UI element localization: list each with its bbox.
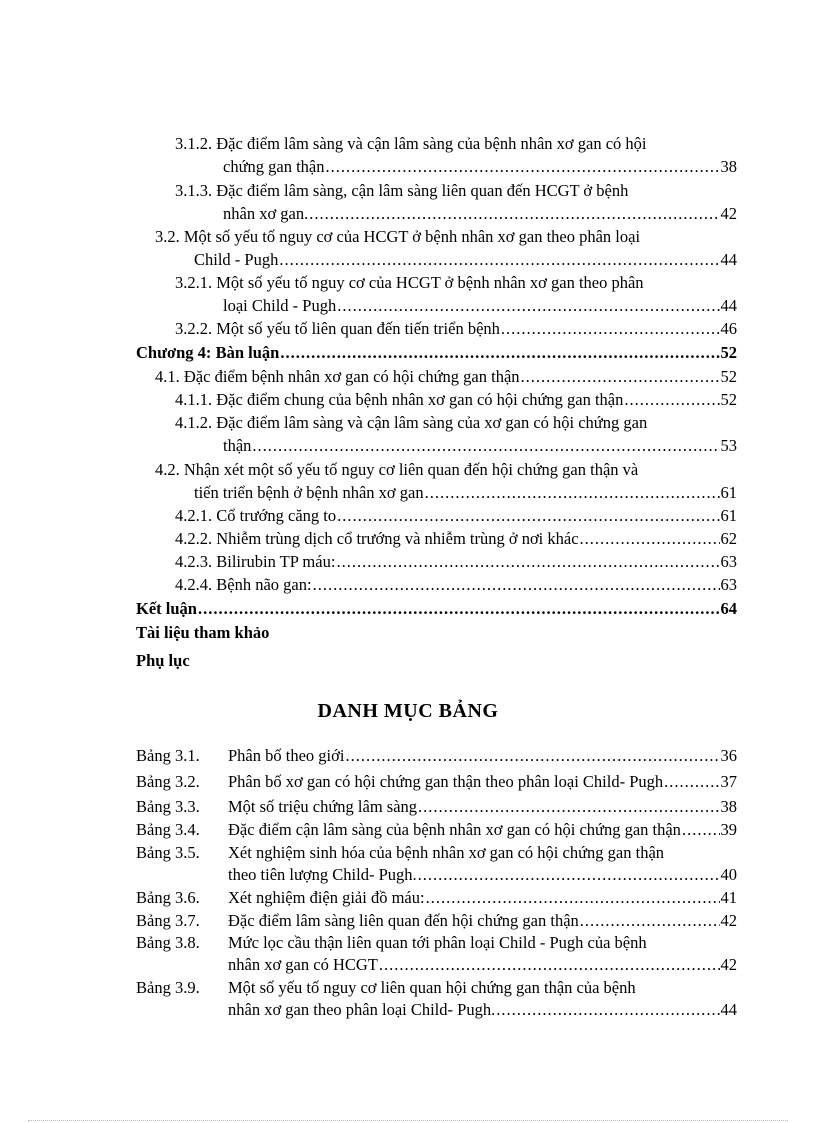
toc-entry-3-1-3[interactable] — [223, 203, 737, 225]
table-number: Bảng 3.9. — [136, 978, 200, 997]
table-entry-3-1[interactable] — [228, 745, 737, 767]
toc-entry-label: 4.1. Đặc điểm bệnh nhân xơ gan có hội chứng gan thận — [155, 367, 520, 386]
toc-entry-label: tiến triển bệnh ở bệnh nhân xơ gan — [194, 483, 424, 502]
toc-entry-label: Kết luận — [136, 599, 197, 618]
table-entry-label: nhân xơ gan theo phân loại Child- Pugh. — [228, 1000, 496, 1019]
toc-page-number: 61 — [720, 483, 737, 502]
toc-page-number: 52 — [720, 343, 737, 362]
toc-entry-4-1-2-line1: 4.1.2. Đặc điểm lâm sàng và cận lâm sàng của xơ gan có hội chứng gan — [175, 413, 648, 432]
toc-entry-label: Child - Pugh — [194, 250, 279, 269]
toc-entry-4-2[interactable] — [194, 482, 737, 504]
table-page-number: 37 — [720, 772, 737, 791]
toc-page-number: 52 — [720, 367, 737, 386]
table-number: Bảng 3.6. — [136, 888, 200, 907]
toc-entry-3-2-1[interactable] — [223, 295, 737, 317]
toc-entry-3-2-2[interactable] — [175, 318, 737, 340]
table-entry-3-2[interactable] — [228, 771, 737, 793]
table-entry-label: Đặc điểm cận lâm sàng của bệnh nhân xơ gan có hội chứng gan thận — [228, 820, 681, 839]
toc-entry-4-2-line1: 4.2. Nhận xét một số yếu tố nguy cơ liên quan đến hội chứng gan thận và — [155, 460, 639, 479]
toc-page-number: 62 — [720, 529, 737, 548]
toc-entry-label: 4.1.1. Đặc điểm chung của bệnh nhân xơ gan có hội chứng gan thận — [175, 390, 624, 409]
toc-page-number: 53 — [720, 436, 737, 455]
table-entry-3-7[interactable] — [228, 910, 737, 932]
table-page-number: 44 — [720, 1000, 737, 1019]
table-page-number: 36 — [720, 746, 737, 765]
toc-entry-3-2-line1: 3.2. Một số yếu tố nguy cơ của HCGT ở bệnh nhân xơ gan theo phân loại — [155, 227, 641, 246]
toc-appendix[interactable]: Phụ lục — [136, 651, 190, 670]
toc-page-number: 52 — [720, 390, 737, 409]
table-entry-3-5-line1: Xét nghiệm sinh hóa của bệnh nhân xơ gan có hội chứng gan thận — [228, 843, 665, 862]
table-entry-3-6[interactable] — [228, 887, 737, 909]
toc-entry-label: 4.2.1. Cổ trướng căng to — [175, 506, 337, 525]
toc-page-number: 42 — [720, 204, 737, 223]
toc-page-number: 61 — [720, 506, 737, 525]
toc-page-number: 44 — [720, 296, 737, 315]
table-entry-label: Một số triệu chứng lâm sàng — [228, 797, 418, 816]
table-entry-3-8[interactable] — [228, 954, 737, 976]
table-entry-3-4[interactable] — [228, 819, 737, 841]
toc-entry-3-1-2[interactable] — [223, 156, 737, 178]
table-number: Bảng 3.8. — [136, 933, 200, 952]
table-number: Bảng 3.7. — [136, 911, 200, 930]
toc-page-number: 63 — [720, 575, 737, 594]
table-number: Bảng 3.1. — [136, 746, 200, 765]
table-entry-label: theo tiên lượng Child- Pugh. — [228, 865, 417, 884]
toc-entry-label: 4.2.4. Bệnh não gan: — [175, 575, 312, 594]
table-entry-label: Đặc điểm lâm sàng liên quan đến hội chứng gan thận — [228, 911, 579, 930]
toc-entry-label: loại Child - Pugh — [223, 296, 337, 315]
toc-entry-4-2-3[interactable] — [175, 551, 737, 573]
toc-page-number: 44 — [720, 250, 737, 269]
toc-entry-label: 4.2.3. Bilirubin TP máu: — [175, 552, 336, 571]
toc-entry-label: 3.2.2. Một số yếu tố liên quan đến tiến triển bệnh — [175, 319, 500, 338]
table-number: Bảng 3.4. — [136, 820, 200, 839]
table-entry-3-9-line1: Một số yếu tố nguy cơ liên quan hội chứng gan thận của bệnh — [228, 978, 636, 997]
table-entry-3-3[interactable] — [228, 796, 737, 818]
table-page-number: 41 — [720, 888, 737, 907]
toc-references[interactable]: Tài liệu tham khảo — [136, 623, 270, 642]
toc-entry-label: 4.2.2. Nhiễm trùng dịch cổ trướng và nhiễm trùng ở nơi khác — [175, 529, 579, 548]
table-number: Bảng 3.2. — [136, 772, 200, 791]
toc-entry-label: chứng gan thận — [223, 157, 325, 176]
table-entry-label: Phân bố xơ gan có hội chứng gan thận theo phân loại Child- Pugh — [228, 772, 664, 791]
table-page-number: 42 — [720, 955, 737, 974]
table-entry-label: Xét nghiệm điện giải đồ máu: — [228, 888, 425, 907]
page-bottom-divider — [28, 1120, 788, 1121]
toc-entry-3-1-3-line1: 3.1.3. Đặc điểm lâm sàng, cận lâm sàng liên quan đến HCGT ở bệnh — [175, 181, 629, 200]
toc-conclusion[interactable] — [136, 598, 737, 620]
toc-chapter-4[interactable] — [136, 342, 737, 364]
toc-entry-4-2-4[interactable] — [175, 574, 737, 596]
toc-entry-4-1-1[interactable] — [175, 389, 737, 411]
toc-entry-3-2-1-line1: 3.2.1. Một số yếu tố nguy cơ của HCGT ở bệnh nhân xơ gan theo phân — [175, 273, 644, 292]
toc-page-number: 64 — [720, 599, 737, 618]
toc-entry-label: nhân xơ gan. — [223, 204, 309, 223]
toc-entry-3-1-2-line1: 3.1.2. Đặc điểm lâm sàng và cận lâm sàng của bệnh nhân xơ gan có hội — [175, 134, 647, 153]
table-page-number: 39 — [720, 820, 737, 839]
table-entry-label: Phân bố theo giới — [228, 746, 345, 765]
toc-page-number: 63 — [720, 552, 737, 571]
table-page-number: 38 — [720, 797, 737, 816]
table-entry-3-9[interactable] — [228, 999, 737, 1021]
table-entry-3-8-line1: Mức lọc cầu thận liên quan tới phân loại Child - Pugh của bệnh — [228, 933, 647, 952]
toc-entry-label: thận — [223, 436, 252, 455]
toc-entry-4-1[interactable] — [155, 366, 737, 388]
toc-entry-4-2-1[interactable] — [175, 505, 737, 527]
chapter-prefix: Chương 4: — [136, 343, 212, 362]
toc-entry-3-2[interactable] — [194, 249, 737, 271]
table-number: Bảng 3.5. — [136, 843, 200, 862]
table-number: Bảng 3.3. — [136, 797, 200, 816]
toc-entry-4-1-2[interactable] — [223, 435, 737, 457]
toc-entry-4-2-2[interactable] — [175, 528, 737, 550]
table-entry-label: nhân xơ gan có HCGT — [228, 955, 378, 974]
table-page-number: 42 — [720, 911, 737, 930]
table-page-number: 40 — [720, 865, 737, 884]
table-entry-3-5[interactable] — [228, 864, 737, 886]
toc-entry-label: Bàn luận — [215, 343, 280, 362]
tables-list-title: DANH MỤC BẢNG — [317, 700, 499, 722]
toc-page-number: 46 — [720, 319, 737, 338]
toc-page-number: 38 — [720, 157, 737, 176]
